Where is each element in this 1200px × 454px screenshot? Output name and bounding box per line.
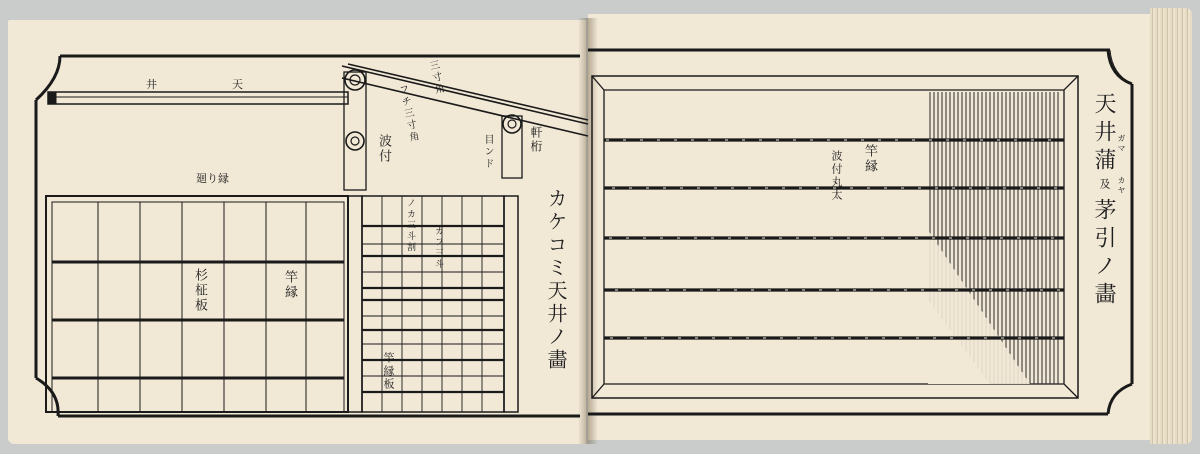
label-mawari-buchi: 廻り縁 bbox=[196, 172, 229, 185]
title-particle: 及 bbox=[1098, 178, 1111, 191]
title-main: 天井蒲 bbox=[1091, 92, 1116, 176]
label-ceiling-ten: 天 bbox=[232, 78, 243, 91]
left-page-title: カケコミ天井ノ畵 bbox=[544, 188, 568, 372]
label-small-mid: カフ三斗 bbox=[433, 226, 443, 270]
label-noki-keta: 軒桁 bbox=[529, 126, 543, 154]
label-nami-tsuke: 波付 bbox=[376, 134, 391, 164]
label-eaves-beam: 三寸角 bbox=[426, 59, 445, 97]
title-end: 引ノ畵 bbox=[1091, 226, 1116, 310]
title-ruby-kaya: カヤ bbox=[1117, 176, 1126, 196]
label-small-bottom: 竿縁板 bbox=[382, 352, 395, 391]
label-saobuchi-left: 竿縁 bbox=[282, 270, 297, 300]
label-saobuchi-right: 竿縁 bbox=[862, 144, 877, 174]
label-eaves-beam-2: フチ三寸角 bbox=[395, 83, 420, 145]
label-mendo: 目ンド bbox=[482, 134, 493, 170]
label-small-top: ノカ三斗割 bbox=[405, 198, 415, 253]
title-kaya: 茅 bbox=[1091, 198, 1116, 222]
label-nami-tsuke-maruta: 波付丸太 bbox=[830, 150, 843, 202]
title-ruby-gama: ガマ bbox=[1117, 134, 1126, 154]
label-ceiling-i: 井 bbox=[146, 78, 157, 91]
label-sugi-board: 杉柾板 bbox=[192, 268, 207, 313]
